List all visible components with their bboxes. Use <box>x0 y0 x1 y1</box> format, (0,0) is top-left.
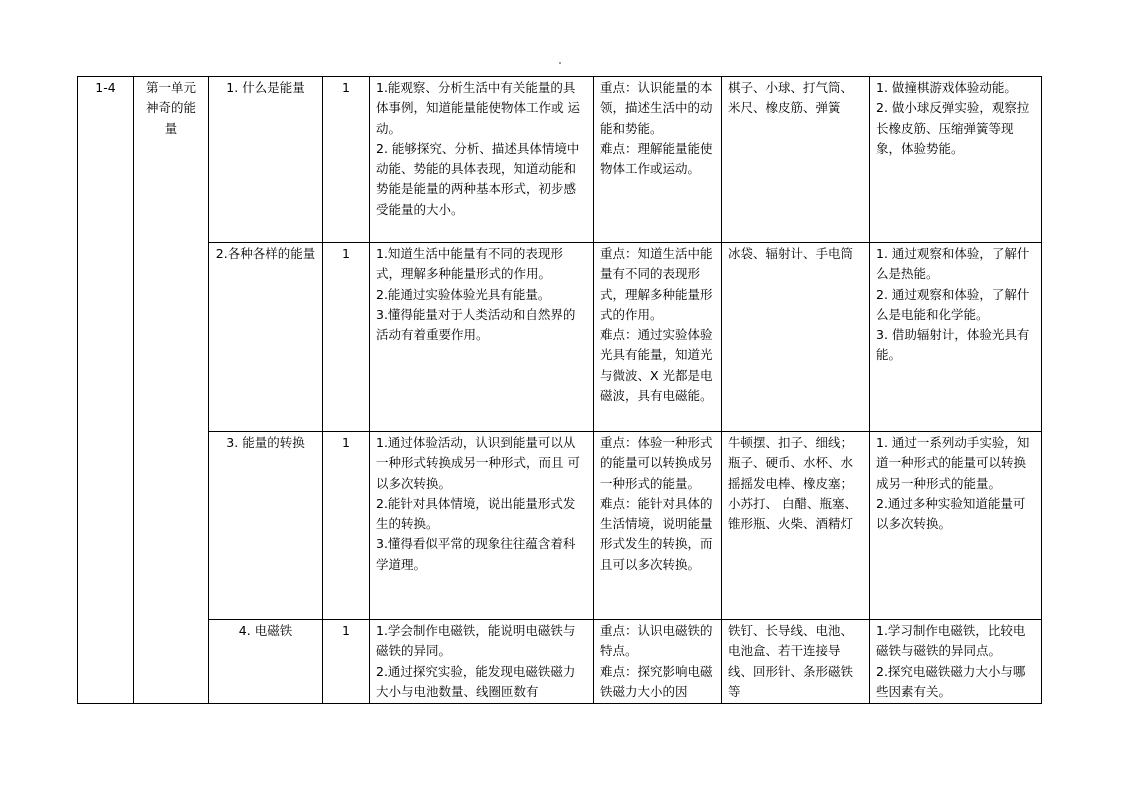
period-label: 1-4 <box>95 80 116 95</box>
unit-title-line: 神奇的能 <box>145 100 196 116</box>
focus-cell <box>594 620 722 704</box>
focus-cell <box>594 243 722 432</box>
lesson-hours: 1 <box>342 623 350 638</box>
key-point-text: 重点：认识能量的本领，描述生活中的动能和势能。 <box>600 80 713 136</box>
focus-cell <box>594 432 722 620</box>
activity-text: 3. 借助辐射计，体验光具有能。 <box>876 327 1030 363</box>
lesson-hours-cell <box>323 243 370 432</box>
lesson-plan-table <box>77 76 1042 704</box>
table-row <box>78 243 1042 432</box>
activity-text: 1.学习制作电磁铁，比较电磁铁与磁铁的异同点。 <box>876 623 1026 659</box>
focus-cell <box>594 77 722 243</box>
key-point-text: 重点：体验一种形式的能量可以转换成另一种形式的能量。 <box>600 435 713 491</box>
activity-text: 2.探究电磁铁磁力大小与哪些因素有关。 <box>876 663 1026 699</box>
materials-text: 牛顿摆、扣子、细线；瓶子、硬币、水杯、水摇摇发电棒、橡皮塞；小苏打、 白醋、瓶塞、锥形瓶、火柴、酒精灯 <box>728 435 857 532</box>
materials-cell <box>722 620 870 704</box>
difficulty-text: 难点：理解能量能使物体工作或运动。 <box>600 140 713 177</box>
objective-text: 1.通过体验活动，认识到能量可以从一种形式转换成另一种形式，而且 可以多次转换。 <box>376 435 580 491</box>
lesson-title: 1. 什么是能量 <box>226 80 305 95</box>
activity-text: 2.通过多种实验知道能量可以多次转换。 <box>876 495 1026 532</box>
objective-text: 3.懂得看似平常的现象往往蕴含着科学道理。 <box>376 536 576 572</box>
difficulty-text: 难点：通过实验体验光具有能量，知道光与微波、X 光都是电磁波，具有电磁能。 <box>600 327 713 404</box>
materials-text: 铁钉、长导线、电池、电池盒、若干连接导线、回形针、条形磁铁等 <box>728 623 854 699</box>
objectives-cell <box>370 243 594 432</box>
lesson-title: 3. 能量的转换 <box>226 435 305 450</box>
lesson-hours: 1 <box>342 435 350 450</box>
lesson-hours-cell <box>323 432 370 620</box>
activity-text: 1. 做撞棋游戏体验动能。 <box>876 80 1017 95</box>
activity-text: 2. 通过观察和体验，了解什么是电能和化学能。 <box>876 286 1030 322</box>
key-point-text: 重点：知道生活中能量有不同的表现形式，理解多种能量形式的作用。 <box>600 246 713 322</box>
page-marker-dot <box>559 62 561 64</box>
table-row <box>78 432 1042 620</box>
objective-text: 2.能通过实验体验光具有能量。 <box>376 286 551 302</box>
unit-title-line: 第一单元 <box>145 80 196 95</box>
activity-text: 2. 做小球反弹实验，观察拉长橡皮筋、压缩弹簧等现象，体验势能。 <box>876 100 1030 156</box>
difficulty-text: 难点：探究影响电磁铁磁力大小的因 <box>600 663 713 699</box>
materials-cell <box>722 432 870 620</box>
table-row <box>78 77 1042 243</box>
activities-cell <box>870 620 1042 704</box>
objective-text: 2.能针对具体情境，说出能量形式发生的转换。 <box>376 495 576 532</box>
lesson-hours: 1 <box>342 246 350 261</box>
objective-text: 3.懂得能量对于人类活动和自然界的活动有着重要作用。 <box>376 306 576 343</box>
lesson-hours-cell <box>323 620 370 704</box>
materials-text: 棋子、小球、打气筒、米尺、橡皮筋、弹簧 <box>728 80 854 116</box>
materials-text: 冰袋、辐射计、手电筒 <box>728 246 854 261</box>
key-point-text: 重点：认识电磁铁的特点。 <box>600 623 713 659</box>
activities-cell <box>870 243 1042 432</box>
objective-text: 1.知道生活中能量有不同的表现形式，理解多种能量形式的作用。 <box>376 246 563 282</box>
lesson-title: 2.各种各样的能量 <box>215 246 316 261</box>
activity-text: 1. 通过观察和体验，了解什么是热能。 <box>876 246 1030 282</box>
table-row <box>78 620 1042 704</box>
objective-text: 2. 能够探究、分析、描述具体情境中动能、势能的具体表现，知道动能和势能是能量的两种基本形式，初步感受能量的大小。 <box>376 140 580 217</box>
lesson-title-cell <box>209 620 323 704</box>
materials-cell <box>722 77 870 243</box>
objective-text: 1.学会制作电磁铁，能说明电磁铁与磁铁的异同。 <box>376 623 576 659</box>
unit-title-line: 量 <box>164 120 178 136</box>
lesson-hours: 1 <box>342 80 350 95</box>
unit-title-cell <box>134 77 209 704</box>
lesson-title-cell <box>209 77 323 243</box>
objectives-cell <box>370 77 594 243</box>
materials-cell <box>722 243 870 432</box>
lesson-title: 4. 电磁铁 <box>238 623 293 638</box>
lesson-title-cell <box>209 432 323 620</box>
objectives-cell <box>370 620 594 704</box>
activity-text: 1. 通过一系列动手实验，知道一种形式的能量可以转换成另一种形式的能量。 <box>876 435 1030 491</box>
objective-text: 1.能观察、分析生活中有关能量的具体事例，知道能量能使物体工作或 运动。 <box>376 80 580 136</box>
activities-cell <box>870 432 1042 620</box>
lesson-title-cell <box>209 243 323 432</box>
activities-cell <box>870 77 1042 243</box>
objectives-cell <box>370 432 594 620</box>
period-cell <box>78 77 134 704</box>
difficulty-text: 难点：能针对具体的生活情境，说明能量形式发生的转换，而且可以多次转换。 <box>600 495 713 572</box>
objective-text: 2.通过探究实验，能发现电磁铁磁力大小与电池数量、线圈匝数有 <box>376 663 576 699</box>
lesson-hours-cell <box>323 77 370 243</box>
